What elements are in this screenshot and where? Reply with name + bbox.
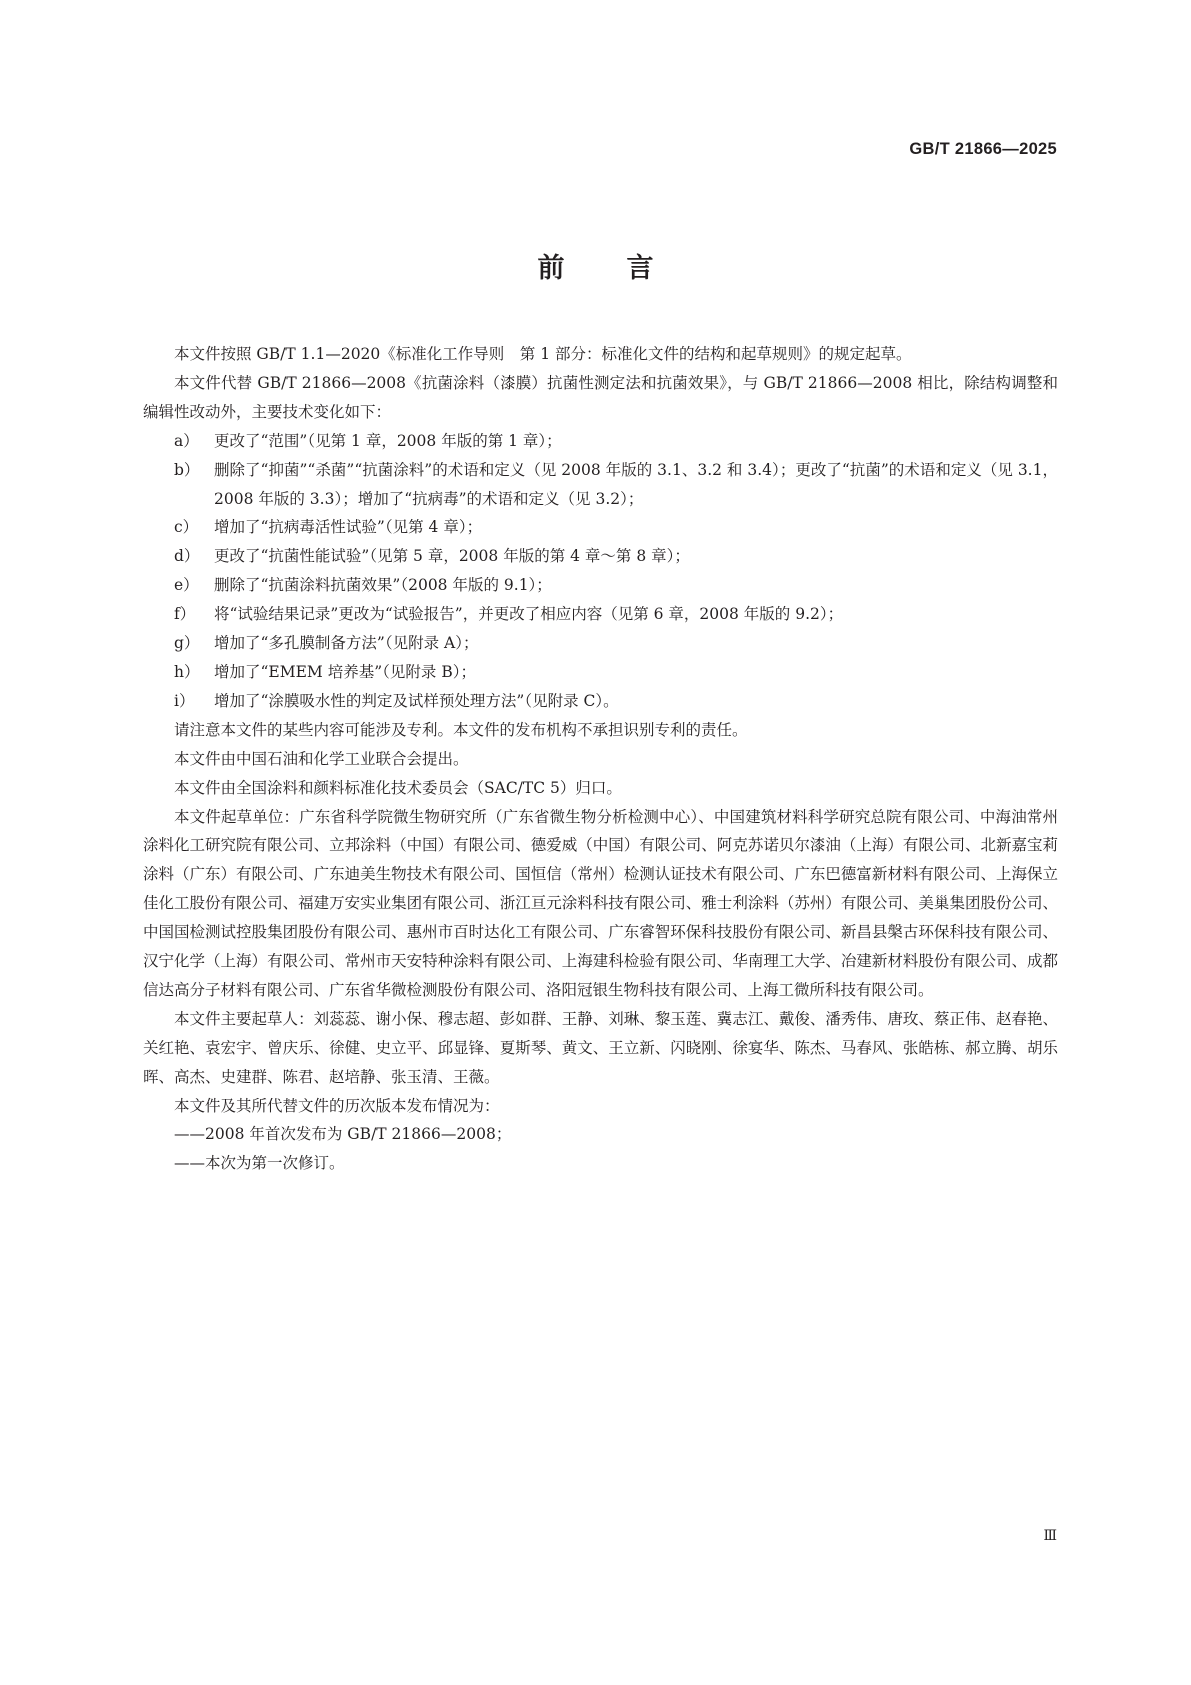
- list-item-label: g）: [174, 634, 200, 653]
- list-item-label: i）: [174, 691, 195, 710]
- title-char-2: 言: [626, 253, 654, 284]
- list-item: [143, 427, 1058, 456]
- paragraph-administrator: 本文件由全国涂料和颜料标准化技术委员会（SAC/TC 5）归口。: [174, 778, 622, 797]
- foreword-body: [143, 340, 1058, 1178]
- paragraph-drafting-rules: 本文件按照 GB/T 1.1—2020《标准化工作导则 第 1 部分：标准化文件的结构和起草规则》的规定起草。: [174, 345, 912, 363]
- history-item: ——本次为第一次修订。: [174, 1154, 345, 1173]
- title-char-1: 前: [537, 253, 565, 284]
- list-item: [143, 542, 1058, 571]
- list-item-label: h）: [174, 662, 200, 681]
- list-item-text: 删除了“抗菌涂料抗菌效果”（2008 年版的 9.1）；: [214, 576, 552, 595]
- list-item-label: b）: [174, 460, 200, 479]
- list-item: [143, 629, 1058, 658]
- document-code: GB/T 21866—2025: [909, 140, 1057, 158]
- history-item: ——2008 年首次发布为 GB/T 21866—2008；: [174, 1125, 512, 1144]
- page-title: [0, 246, 1191, 285]
- list-item-label: a）: [174, 431, 199, 450]
- list-item: [143, 600, 1058, 629]
- paragraph-replacement: 本文件代替 GB/T 21866—2008《抗菌涂料（漆膜）抗菌性测定法和抗菌效果》，与 GB/T 21866—2008 相比，除结构调整和编辑性改动外，主要技术变化如下：: [143, 373, 1058, 421]
- list-item-text: 更改了“抗菌性能试验”（见第 5 章，2008 年版的第 4 章～第 8 章）；: [214, 547, 690, 566]
- list-item-text: 增加了“涂膜吸水性的判定及试样预处理方法”（见附录 C）。: [214, 691, 619, 710]
- list-item: [143, 687, 1058, 716]
- paragraph-drafting-units: 本文件起草单位：广东省科学院微生物研究所（广东省微生物分析检测中心）、中国建筑材料科学研究总院有限公司、中海油常州涂料化工研究院有限公司、立邦涂料（中国）有限公司、德爱威（中国）有限公司、阿克苏诺贝尔漆油（上海）有限公司、北新嘉宝莉涂料（广东）有限公司、广东迪美生物技术有限公司、国恒信（常州）检测认证技术有限公司、广东巴德富新材料有限公司、上海保立佳化工股份有限公司、福建万安实业集团有限公司、浙江亘元涂料科技有限公司、雅士利涂料（苏州）有限公司、美巢集团股份公司、中国国检测试控股集团股份有限公司、惠州市百时达化工有限公司、广东睿智环保科技股份有限公司、新昌县槃古环保科技有限公司、汉宁化学（上海）有限公司、常州市天安特种涂料有限公司、上海建科检验有限公司、华南理工大学、冶建新材料股份有限公司、成都信达高分子材料有限公司、广东省华微检测股份有限公司、洛阳冠银生物科技有限公司、上海工微所科技有限公司。: [143, 807, 1058, 999]
- list-item-label: e）: [174, 576, 199, 595]
- list-item-text: 增加了“多孔膜制备方法”（见附录 A）；: [214, 634, 479, 653]
- list-item-label: f）: [174, 605, 196, 624]
- list-item-text: 将“试验结果记录”更改为“试验报告”，并更改了相应内容（见第 6 章，2008 年版的 9.2）；: [214, 605, 844, 624]
- list-item-text: 增加了“EMEM 培养基”（见附录 B）；: [214, 662, 476, 681]
- list-item: [143, 456, 1058, 514]
- list-item-text: 更改了“范围”（见第 1 章，2008 年版的第 1 章）；: [214, 431, 562, 450]
- list-item: [143, 571, 1058, 600]
- list-item: [143, 513, 1058, 542]
- paragraph-patent-notice: 请注意本文件的某些内容可能涉及专利。本文件的发布机构不承担识别专利的责任。: [174, 720, 748, 739]
- list-item-text: 删除了“抑菌”“杀菌”“抗菌涂料”的术语和定义（见 2008 年版的 3.1、3.2 和 3.4）；更改了“抗菌”的术语和定义（见 3.1，2008 年版的 3.3）；增加了“抗病毒”的术语和定义（见 3.2）；: [214, 460, 1058, 508]
- changes-list: [143, 427, 1058, 716]
- paragraph-drafters: 本文件主要起草人：刘蕊蕊、谢小保、穆志超、彭如群、王静、刘琳、黎玉莲、冀志江、戴俊、潘秀伟、唐玫、蔡正伟、赵春艳、关红艳、袁宏宇、曾庆乐、徐健、史立平、邱显锋、夏斯琴、黄文、王立新、闪晓刚、徐宴华、陈杰、马春风、张皓栋、郝立腾、胡乐晖、高杰、史建群、陈君、赵培静、张玉清、王薇。: [143, 1009, 1058, 1086]
- list-item-text: 增加了“抗病毒活性试验”（见第 4 章）；: [214, 518, 483, 537]
- paragraph-history-intro: 本文件及其所代替文件的历次版本发布情况为：: [174, 1096, 500, 1115]
- list-item-label: c）: [174, 518, 199, 537]
- paragraph-proposer: 本文件由中国石油和化学工业联合会提出。: [174, 749, 469, 768]
- list-item-label: d）: [174, 547, 200, 566]
- page-number: Ⅲ: [1043, 1528, 1057, 1544]
- list-item: [143, 658, 1058, 687]
